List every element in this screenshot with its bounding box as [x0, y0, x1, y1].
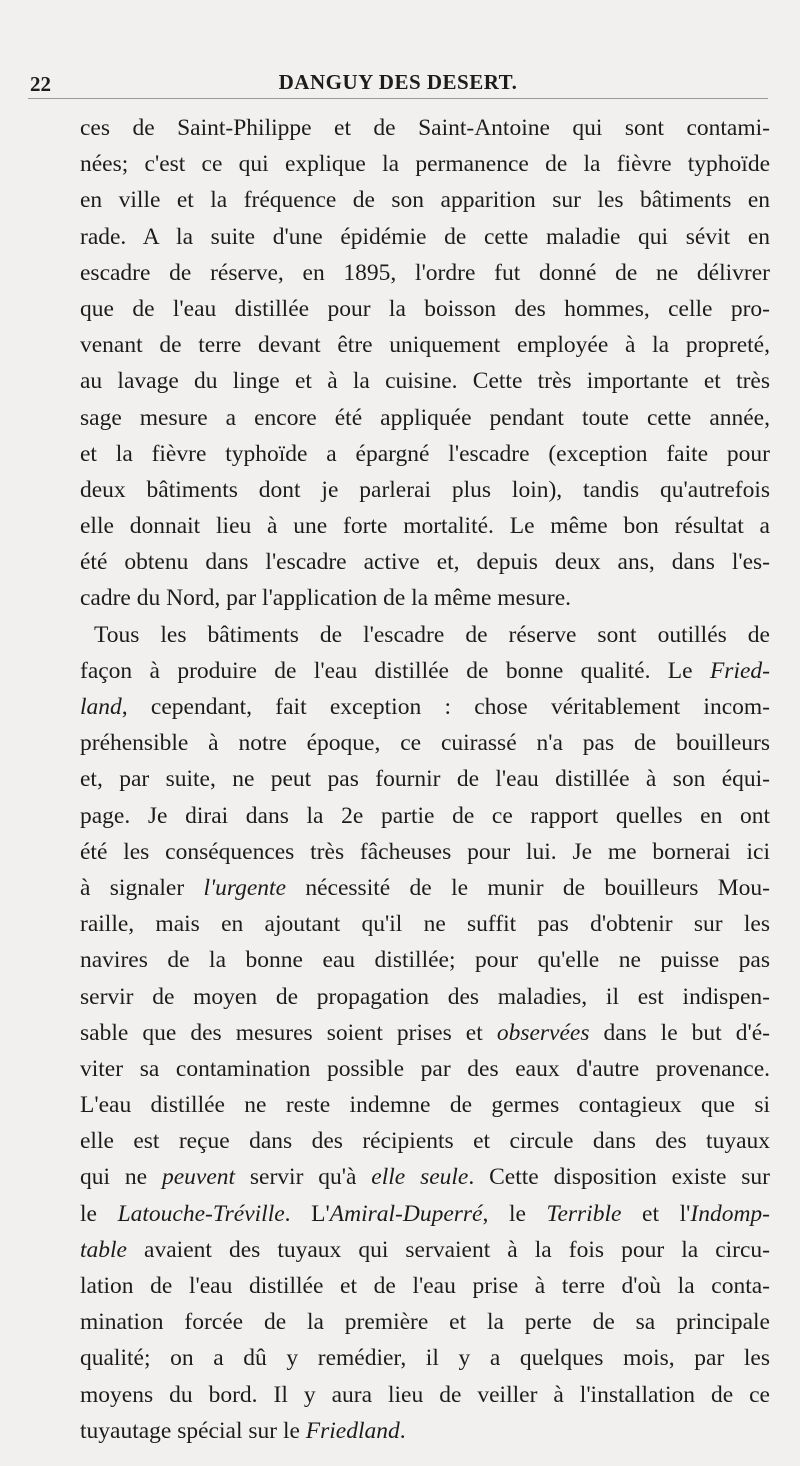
text-line [80, 906, 770, 942]
text-segment: , le [482, 1200, 547, 1227]
text-segment: et, par suite, ne peut pas fournir de l'eau distillée à son équi- [80, 766, 770, 793]
italic-text: table [80, 1236, 127, 1263]
text-line [80, 1087, 770, 1123]
text-segment: elle est reçue dans des récipients et circule dans des tuyaux [80, 1128, 770, 1155]
page-header [28, 62, 768, 99]
text-line [80, 580, 770, 616]
text-segment: qui ne [80, 1164, 162, 1191]
text-segment: elle donnait lieu à une forte mortalité. Le même bon résultat a [80, 513, 770, 540]
text-segment: cadre du Nord, par l'application de la même mesure. [80, 585, 572, 612]
italic-text: observées [496, 1019, 590, 1046]
text-segment: . L' [284, 1200, 330, 1227]
text-segment: lation de l'eau distillée et de l'eau prise à terre d'où la conta- [80, 1273, 770, 1299]
text-line [80, 725, 770, 761]
page-number: 22 [30, 72, 51, 96]
text-segment: façon à produire de l'eau distillée de bonne qualité. Le [80, 657, 710, 684]
text-segment: rade. A la suite d'une épidémie de cette maladie qui sévit en [80, 223, 770, 250]
text-segment: ces de Saint-Philippe et de Saint-Antoine qui sont contami- [80, 115, 770, 141]
text-segment: , cependant, fait exception : chose véritablement incom- [121, 694, 770, 720]
text-line [80, 544, 770, 580]
text-segment: page. Je dirai dans la 2e partie de ce rapport quelles en ont [80, 802, 770, 829]
text-line [80, 508, 770, 544]
text-line [80, 798, 770, 834]
text-line [80, 1015, 770, 1051]
text-segment: au lavage du linge et à la cuisine. Cette très importante et très [80, 368, 770, 395]
text-segment: sable que des mesures soient prises et [80, 1019, 497, 1046]
italic-text: l'urgente [203, 874, 287, 901]
body-text [80, 110, 770, 1449]
text-segment: nées; c'est ce qui explique la permanence de la fièvre typhoïde [80, 151, 770, 178]
text-line [80, 653, 770, 689]
text-line [80, 1232, 770, 1268]
text-segment: servir qu'à [235, 1164, 372, 1191]
text-segment: Tous les bâtiments de l'escadre de réserve sont outillés de [94, 621, 770, 648]
text-segment: nécessité de le munir de bouilleurs Mou- [286, 874, 771, 901]
text-segment: que de l'eau distillée pour la boisson des hommes, celle pro- [80, 295, 770, 322]
text-line [80, 1159, 770, 1195]
text-line [80, 1196, 770, 1232]
text-segment: moyens du bord. Il y aura lieu de veiller à l'installation de ce [80, 1381, 770, 1408]
text-line [80, 870, 770, 906]
text-line [80, 1377, 770, 1413]
italic-text: Indomp- [690, 1200, 770, 1227]
text-segment: avaient des tuyaux qui servaient à la fois pour la circu- [127, 1236, 770, 1263]
text-segment: été les conséquences très fâcheuses pour lui. Je me bornerai ici [80, 838, 770, 865]
text-segment: le [80, 1200, 118, 1227]
text-segment: et l' [621, 1200, 691, 1227]
text-line [80, 617, 770, 653]
text-line [80, 400, 770, 436]
text-line [80, 327, 770, 363]
text-line [80, 110, 770, 146]
italic-text: peuvent [161, 1164, 236, 1191]
text-line [80, 291, 770, 327]
text-segment: . [399, 1417, 406, 1444]
text-line [80, 472, 770, 508]
text-line [80, 1268, 770, 1304]
text-segment: viter sa contamination possible par des eaux d'autre provenance. [80, 1055, 770, 1082]
text-line [80, 942, 770, 978]
text-segment: préhensible à notre époque, ce cuirassé n'a pas de bouilleurs [80, 730, 770, 757]
text-segment: qualité; on a dû y remédier, il y a quelques mois, par les [80, 1345, 770, 1372]
text-segment: en ville et la fréquence de son apparition sur les bâtiments en [80, 187, 770, 214]
text-segment: . Cette disposition existe sur [468, 1164, 770, 1191]
text-segment: L'eau distillée ne reste indemne de germes contagieux que si [80, 1092, 770, 1119]
text-segment: deux bâtiments dont je parlerai plus loin), tandis qu'autrefois [80, 476, 770, 503]
text-line [80, 761, 770, 797]
italic-text: Amiral-Duperré [329, 1200, 483, 1227]
text-segment: sage mesure a encore été appliquée pendant toute cette année, [80, 404, 770, 431]
text-line [80, 1123, 770, 1159]
text-line [80, 834, 770, 870]
text-line [80, 255, 770, 291]
italic-text: Terrible [546, 1200, 622, 1227]
text-line [80, 1340, 770, 1376]
text-line [80, 436, 770, 472]
text-line [80, 689, 770, 725]
text-segment: raille, mais en ajoutant qu'il ne suffit pas d'obtenir sur les [80, 911, 770, 938]
text-line [80, 1304, 770, 1340]
text-line [80, 1051, 770, 1087]
text-segment: et la fièvre typhoïde a épargné l'escadre (exception faite pour [80, 440, 770, 467]
text-line [80, 979, 770, 1015]
text-segment: navires de la bonne eau distillée; pour qu'elle ne puisse pas [80, 947, 770, 974]
text-segment: dans le but d'é- [589, 1019, 771, 1046]
italic-text: elle seule [371, 1164, 469, 1191]
text-line [80, 1413, 770, 1449]
text-segment: venant de terre devant être uniquement employée à la propreté, [80, 332, 770, 359]
text-segment: tuyautage spécial sur le [80, 1417, 306, 1444]
text-segment: servir de moyen de propagation des maladies, il est indispen- [80, 983, 770, 1010]
text-segment: mination forcée de la première et la perte de sa principale [80, 1309, 770, 1336]
text-line [80, 219, 770, 255]
italic-text: Friedland [305, 1417, 400, 1444]
text-line [80, 363, 770, 399]
text-segment: à signaler [80, 874, 204, 901]
italic-text: land [80, 694, 122, 720]
italic-text: Fried- [709, 657, 770, 684]
text-line [80, 182, 770, 218]
italic-text: Latouche-Tréville [117, 1200, 285, 1227]
running-head: DANGUY DES DESERT. [278, 70, 518, 94]
text-segment: escadre de réserve, en 1895, l'ordre fut donné de ne délivrer [80, 259, 770, 286]
text-segment: été obtenu dans l'escadre active et, depuis deux ans, dans l'es- [80, 549, 770, 576]
text-line [80, 146, 770, 182]
